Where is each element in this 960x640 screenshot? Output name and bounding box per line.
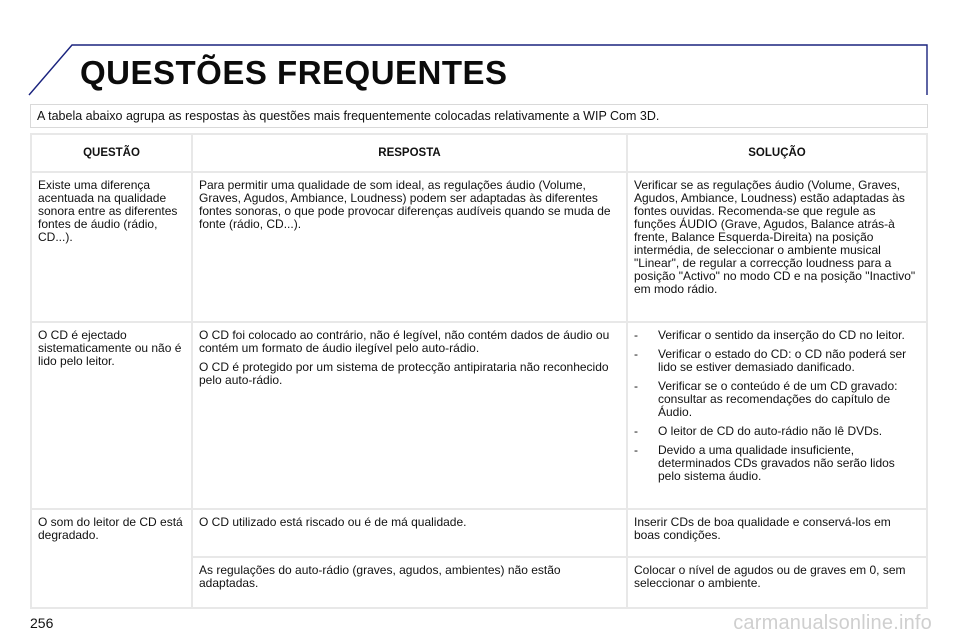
question-text: O som do leitor de CD está degradado. xyxy=(38,515,183,542)
table-row-3b-solution xyxy=(628,558,926,607)
solution-text: Verificar se as regulações áudio (Volume, Graves, Agudos, Ambiance, Loudness) estão adaptadas às fontes ouvidas. Recomenda-se que regule as funções ÁUDIO (Grave, Agudos, Balance atrás-à frente, Balance Esquerda-Direita) na posição intermédia, de seleccionar o ambiente musical "Linear", de regular a correcção loudness para a posição "Activo" no modo CD e na posição "Inactivo" em modo rádio. xyxy=(634,178,916,296)
table-row-3a-answer xyxy=(193,510,626,556)
page-title: QUESTÕES FREQUENTES xyxy=(80,54,508,91)
intro-text: A tabela abaixo agrupa as respostas às questões mais frequentemente colocadas relativamente a WIP Com 3D. xyxy=(37,109,660,123)
faq-table xyxy=(30,133,928,609)
column-header-question: QUESTÃO xyxy=(32,135,191,171)
table-row-2-solution xyxy=(628,323,926,508)
list-item xyxy=(634,329,920,342)
list-item xyxy=(634,444,920,483)
question-text: O CD é ejectado sistematicamente ou não é lido pelo leitor. xyxy=(38,328,182,368)
table-row-3a-solution xyxy=(628,510,926,556)
list-item-text: Verificar o sentido da inserção do CD no leitor. xyxy=(658,328,905,342)
answer-paragraph-2: O CD é protegido por um sistema de protecção antipirataria não reconhecido pelo auto-rádio. xyxy=(199,360,609,387)
answer-text: As regulações do auto-rádio (graves, agudos, ambientes) não estão adaptadas. xyxy=(199,563,561,590)
answer-paragraph-1: O CD foi colocado ao contrário, não é legível, não contém dados de áudio ou contém um formato de áudio ilegível pelo auto-rádio. xyxy=(199,328,610,355)
dash-bullet: - xyxy=(634,379,638,393)
solution-block xyxy=(634,329,920,489)
list-item-text: Verificar se o conteúdo é de um CD gravado: consultar as recomendações do capítulo de Áudio. xyxy=(658,379,898,419)
list-item-text: Devido a uma qualidade insuficiente, determinados CDs gravados não serão lidos pelo sistema áudio. xyxy=(658,443,895,483)
dash-bullet: - xyxy=(634,347,638,361)
solution-text: Inserir CDs de boa qualidade e conservá-los em boas condições. xyxy=(634,515,891,542)
dash-bullet: - xyxy=(634,328,638,342)
table-row-2-answer xyxy=(193,323,626,508)
table-row-3b-answer xyxy=(193,558,626,607)
question-text: Existe uma diferença acentuada na qualidade sonora entre as diferentes fontes de áudio (rádio, CD...). xyxy=(38,178,178,244)
solution-list xyxy=(634,329,920,483)
column-header-answer: RESPOSTA xyxy=(193,135,626,171)
dash-bullet: - xyxy=(634,424,638,438)
table-row-1-solution xyxy=(628,173,926,321)
list-item xyxy=(634,425,920,438)
watermark: carmanualsonline.info xyxy=(733,612,932,634)
table-row-1-answer xyxy=(193,173,626,321)
list-item-text: Verificar o estado do CD: o CD não poderá ser lido se estiver demasiado danificado. xyxy=(658,347,907,374)
table-row-2-question xyxy=(32,323,191,508)
column-header-solution: SOLUÇÃO xyxy=(628,135,926,171)
page-number: 256 xyxy=(30,615,54,631)
list-item xyxy=(634,348,920,374)
solution-text: Colocar o nível de agudos ou de graves em 0, sem seleccionar o ambiente. xyxy=(634,563,906,590)
list-item xyxy=(634,380,920,419)
table-row-3-question xyxy=(32,510,191,607)
answer-block xyxy=(199,329,620,387)
dash-bullet: - xyxy=(634,443,638,457)
list-item-text: O leitor de CD do auto-rádio não lê DVDs. xyxy=(658,424,883,438)
intro-box xyxy=(30,104,928,128)
answer-text: Para permitir uma qualidade de som ideal, as regulações áudio (Volume, Graves, Agudos, Ambiance, Loudness) podem ser adaptadas às diferentes fontes sonoras, o que pode provocar diferenças audíveis quando se muda de fonte (rádio, CD...). xyxy=(199,178,611,231)
table-row-1-question xyxy=(32,173,191,321)
answer-text: O CD utilizado está riscado ou é de má qualidade. xyxy=(199,515,467,529)
